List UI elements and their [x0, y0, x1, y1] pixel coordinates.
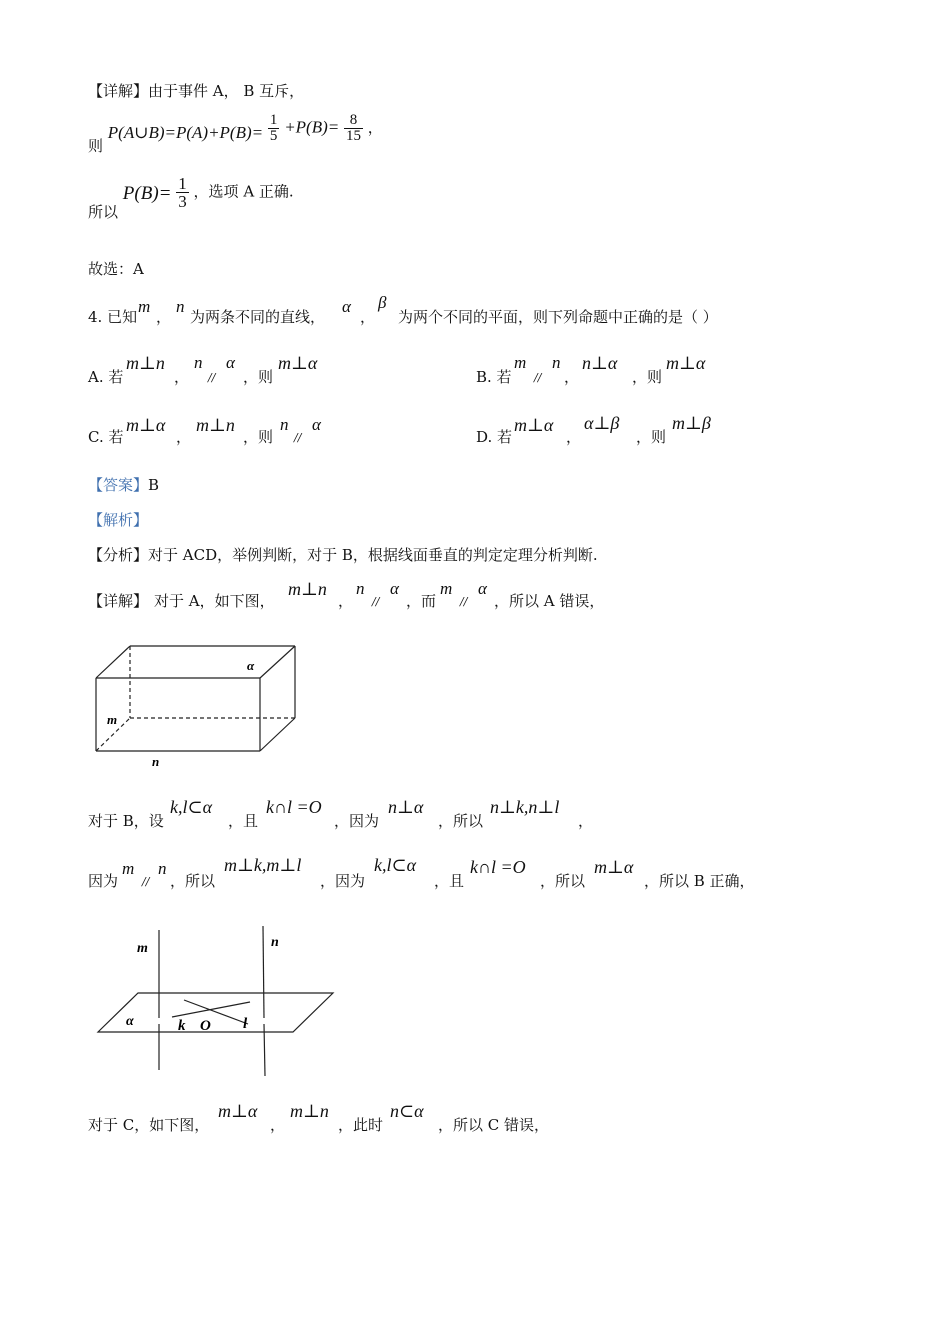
plane-figure — [90, 920, 340, 1080]
box-figure — [90, 640, 305, 775]
answer-line: 【答案】B — [88, 476, 160, 494]
option-a: A. 若 m⊥n ， n // α ，则 m⊥α — [88, 353, 318, 386]
fig-a-n-label: n — [152, 754, 160, 769]
fig-b-alpha-label: α — [126, 1014, 134, 1029]
fig-b-m-label: m — [137, 941, 148, 956]
fig-a-m-label: m — [107, 712, 118, 727]
detail-label: 【详解】由于事件 A， B 互斥， — [88, 82, 305, 100]
fig-a-alpha-label: α — [247, 658, 255, 673]
fig-b-o-label: O — [200, 1018, 211, 1034]
option-d: D. 若 m⊥α ， α⊥β ，则 m⊥β — [476, 413, 711, 446]
question-4: 4. 已知 m ， n 为两条不同的直线， α ， β 为两个不同的平面，则下列命题中正确的是（ ） — [88, 293, 718, 326]
formula-line-1: 则 P(A∪B)=P(A)+P(B)= $\frac{1}{5}$ +P(B)= $\frac{8}{15}$ ， — [88, 112, 383, 155]
jiexi-label: 【解析】 — [88, 511, 149, 529]
formula-line-2: 所以 P(B)= $\frac{1}{3}$ ，选项 A 正确. — [88, 174, 294, 221]
fig-b-l-label: l — [243, 1016, 248, 1032]
guxuan-line: 故选：A — [88, 260, 144, 278]
detail-b-line-1: 对于 B，设 k,l⊂α ，且 k∩l =O ，因为 n⊥α ，所以 n⊥k,n⊥l ， — [88, 797, 594, 830]
detail-b-line-2: 因为 m // n ，所以 m⊥k,m⊥l ，因为 k,l⊂α ，且 k∩l =O ，所以 m⊥α ，所以 B 正确， — [88, 855, 755, 890]
option-c: C. 若 m⊥α ， m⊥n ，则 n // α — [88, 415, 321, 446]
detail-c-line: 对于 C，如下图， m⊥α ， m⊥n ，此时 n⊂α ，所以 C 错误， — [88, 1101, 550, 1134]
fenxi-line: 【分析】对于 ACD，举例判断，对于 B，根据线面垂直的判定定理分析判断. — [88, 546, 598, 564]
fig-b-k-label: k — [178, 1018, 186, 1034]
fig-b-n-label: n — [271, 935, 279, 950]
option-b: B. 若 m // n ， n⊥α ，则 m⊥α — [476, 353, 706, 386]
detail-a-line: 【详解】 对于 A，如下图， m⊥n ， n // α ，而 m // α ，所以 A 错误， — [88, 579, 605, 610]
